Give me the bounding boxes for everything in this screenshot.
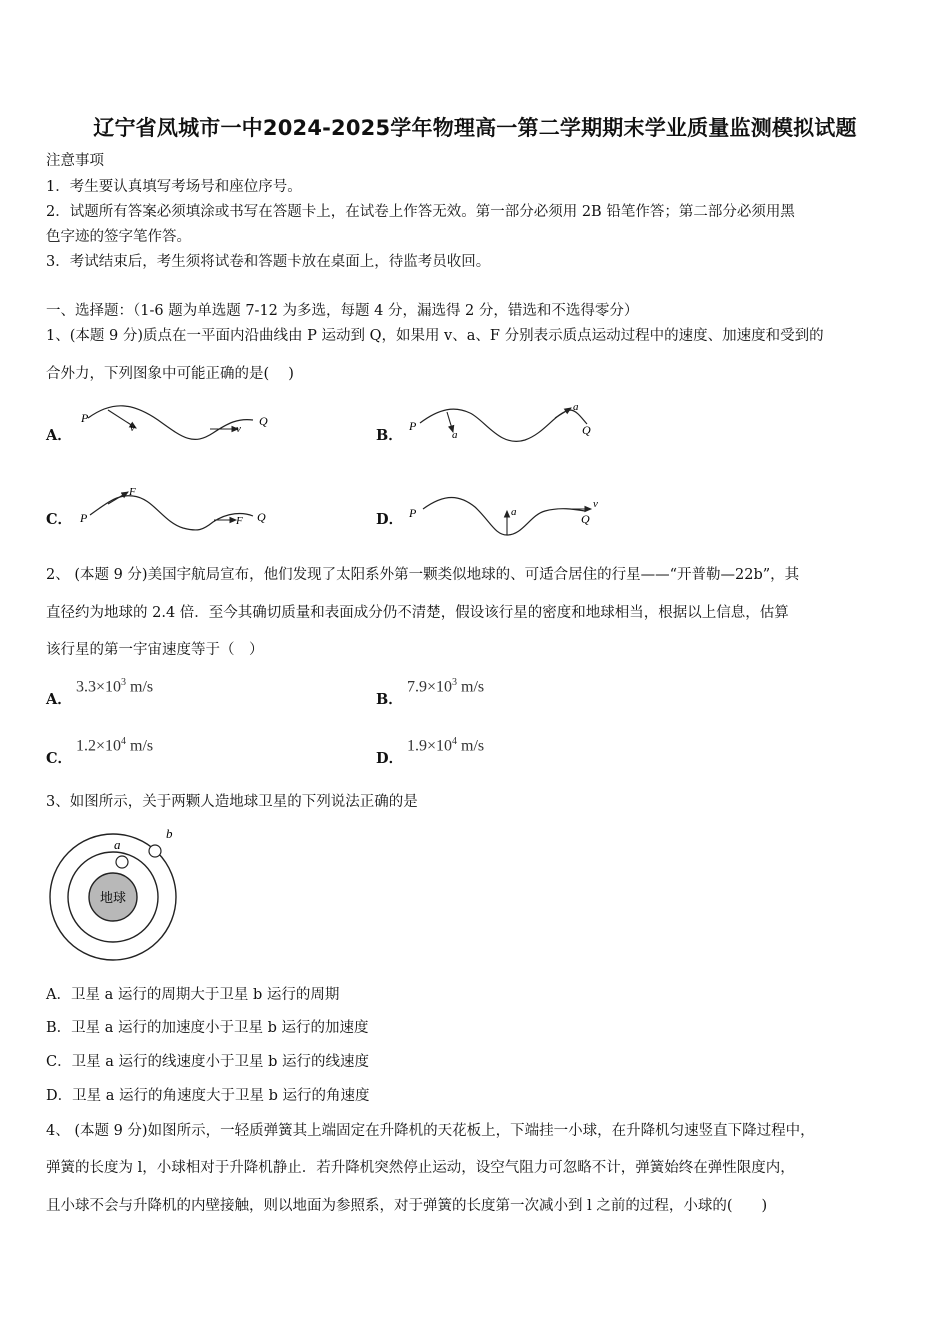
q2-option-b: B． [376, 691, 403, 708]
force-arrow [108, 492, 128, 504]
satellite-b-label: b [166, 826, 173, 841]
satellite-a [116, 856, 128, 868]
point-q-label: Q [581, 512, 590, 526]
notice-item-2-cont: 色字迹的签字笔作答。 [46, 229, 191, 245]
q1-figure-a [78, 398, 278, 453]
q1-option-c: C． [46, 511, 73, 528]
satellite-b [149, 845, 161, 857]
a-label: a [452, 429, 458, 441]
q4-line-3: 且小球不会与升降机的内壁接触，则以地面为参照系，对于弹簧的长度第一次减小到 l 之前的过程，小球的( ) [46, 1198, 768, 1214]
f-label: F [129, 486, 136, 498]
q4-line-2: 弹簧的长度为 l，小球相对于升降机静止．若升降机突然停止运动，设空气阻力可忽略不计，弹簧始终在弹性限度内， [46, 1160, 795, 1176]
q3-option-c: C．卫星 a 运行的线速度小于卫星 b 运行的线速度 [46, 1054, 369, 1070]
a-label: a [573, 401, 579, 413]
trajectory-curve [423, 498, 585, 536]
q3-option-b: B．卫星 a 运行的加速度小于卫星 b 运行的加速度 [46, 1020, 369, 1036]
q2-line-2: 直径约为地球的 2.4 倍．至今其确切质量和表面成分仍不清楚，假设该行星的密度和地球相当，根据以上信息，估算 [46, 605, 789, 621]
q2-option-c: C． [46, 750, 73, 767]
q2-option-c-value: $1.2\times 10^4$ m/s [76, 736, 154, 755]
a-label: a [511, 506, 517, 518]
q1-figure-d [405, 485, 605, 540]
q1-figure-c [78, 482, 278, 537]
q3-option-a: A．卫星 a 运行的周期大于卫星 b 运行的周期 [46, 987, 340, 1003]
v-label: v [236, 423, 241, 435]
q1-line-1: 1、(本题 9 分)质点在一平面内沿曲线由 P 运动到 Q，如果用 v、a、F 分别表示质点运动过程中的速度、加速度和受到的 [46, 328, 824, 344]
q1-line-2: 合外力，下列图象中可能正确的是( ) [46, 366, 294, 382]
notice-item-1: 1．考生要认真填写考场号和座位序号。 [46, 179, 302, 195]
point-p-label: P [409, 506, 417, 520]
section-heading: 一、选择题：（1-6 题为单选题 7-12 为多选，每题 4 分，漏选得 2 分，错选和不选得零分） [46, 303, 639, 319]
q3-option-d: D．卫星 a 运行的角速度大于卫星 b 运行的角速度 [46, 1088, 370, 1104]
q2-line-3: 该行星的第一宇宙速度等于（ ） [46, 642, 264, 658]
point-q-label: Q [259, 414, 268, 428]
q2-option-a: A． [46, 691, 72, 708]
q2-option-a-value: $3.3\times 10^3$ m/s [76, 677, 154, 696]
q2-option-d-value: $1.9\times 10^4$ m/s [407, 736, 485, 755]
trajectory-curve [90, 496, 253, 530]
v-label: v [593, 498, 598, 510]
point-p-label: P [80, 511, 88, 525]
q1-figure-b [405, 398, 605, 453]
q3-orbit-figure [48, 822, 188, 962]
notice-item-3: 3．考试结束后，考生须将试卷和答题卡放在桌面上，待监考员收回。 [46, 254, 491, 270]
page-title: 辽宁省凤城市一中2024-2025学年物理高一第二学期期末学业质量监测模拟试题 [93, 116, 857, 140]
point-p-label: P [81, 411, 89, 425]
earth-label: 地球 [99, 891, 127, 906]
point-q-label: Q [257, 510, 266, 524]
q4-line-1: 4、 (本题 9 分)如图所示，一轻质弹簧其上端固定在升降机的天花板上，下端挂一小球，在升降机匀速竖直下降过程中， [46, 1123, 815, 1139]
q1-option-d: D． [376, 511, 404, 528]
notice-item-2: 2．试题所有答案必须填涂或书写在答题卡上，在试卷上作答无效。第一部分必须用 2B 铅笔作答；第二部分必须用黑 [46, 204, 795, 220]
trajectory-curve [88, 406, 253, 440]
v-label: v [130, 422, 135, 434]
notice-heading: 注意事项 [46, 153, 104, 169]
point-q-label: Q [582, 423, 591, 437]
f-label: F [236, 515, 243, 527]
q1-option-b: B． [376, 427, 403, 444]
q2-option-b-value: $7.9\times 10^3$ m/s [407, 677, 485, 696]
satellite-a-label: a [114, 837, 121, 852]
point-p-label: P [409, 419, 417, 433]
q2-line-1: 2、 (本题 9 分)美国宇航局宣布，他们发现了太阳系外第一颗类似地球的、可适合居住的行星——“开普勒—22b”，其 [46, 567, 800, 583]
q3-line-1: 3、如图所示，关于两颗人造地球卫星的下列说法正确的是 [46, 794, 418, 810]
q1-option-a: A． [46, 427, 72, 444]
q2-option-d: D． [376, 750, 404, 767]
acceleration-arrow [555, 408, 571, 418]
